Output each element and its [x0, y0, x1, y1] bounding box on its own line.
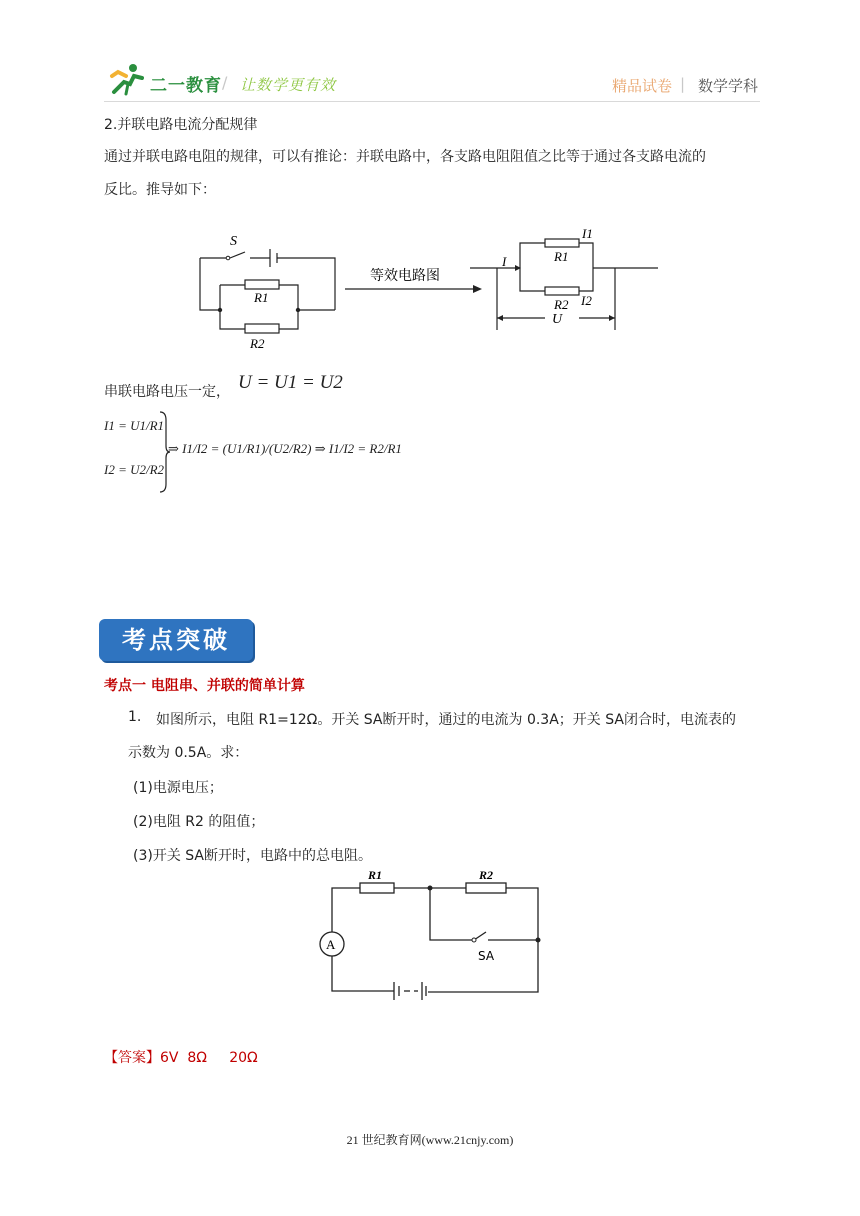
brand-logo-text: 二一教育 [150, 76, 222, 96]
sub-question: (1)电源电压； [133, 780, 223, 796]
r1-label-equiv: R1 [554, 249, 569, 264]
header-label-subject: 数学学科 [698, 77, 759, 95]
paragraph-line: 通过并联电路电阻的规律，可以有推论：并联电路中，各支路电阻阻值之比等于通过各支路电流的 [104, 149, 706, 165]
switch-label: SA [478, 949, 495, 963]
switch-label: S [230, 234, 237, 249]
answer-text: 6V 8Ω 20Ω [160, 1050, 258, 1066]
section-title: 2.并联电路电流分配规律 [104, 117, 258, 133]
equivalent-circuit-label: 等效电路图 [370, 268, 440, 284]
r1-label: R1 [254, 290, 269, 305]
header-label-exam: 精品试卷 [612, 77, 673, 95]
brand-slogan: 让数学更有效 [240, 76, 337, 94]
question-line: 如图所示，电阻 R1=12Ω。开关 SA断开时，通过的电流为 0.3A；开关 SA闭合时，电流表的 [156, 712, 736, 728]
header-separator: / [222, 73, 228, 92]
header-right-separator: | [680, 75, 686, 93]
topic-title: 考点一 电阻串、并联的简单计算 [104, 678, 305, 694]
r2-label: R2 [250, 336, 265, 351]
i1-label: I1 [582, 226, 593, 241]
sub-question: (2)电阻 R2 的阻值； [133, 814, 265, 830]
voltage-equation: U = U1 = U2 [238, 372, 343, 393]
question-number: 1. [128, 709, 142, 725]
answer-line [104, 1047, 258, 1067]
parallel-circuit-diagram [190, 225, 665, 355]
ammeter-label: A [326, 937, 336, 952]
u-label: U [552, 312, 563, 327]
derivation-line: I2 = U2/R2 [104, 462, 165, 477]
question-line: 示数为 0.5A。求： [128, 745, 249, 761]
i2-label: I2 [581, 293, 592, 308]
derivation-result: ⇒ I1/I2 = (U1/R1)/(U2/R2) ⇒ I1/I2 = R2/R1 [168, 441, 402, 456]
i-label: I [502, 254, 507, 269]
r1-label: R1 [368, 868, 383, 882]
header-divider [104, 101, 760, 102]
sub-question: (3)开关 SA断开时，电路中的总电阻。 [133, 848, 373, 864]
derivation-intro: 串联电路电压一定， [104, 384, 230, 400]
r2-label: R2 [479, 868, 494, 882]
derivation-line: I1 = U1/R1 [104, 418, 165, 433]
question-circuit-diagram [316, 866, 548, 1002]
page-footer: 21 世纪教育网(www.21cnjy.com) [346, 1133, 514, 1147]
r2-label-equiv: R2 [554, 297, 569, 312]
runner-logo-icon [106, 62, 148, 96]
section-badge: 考点突破 [99, 619, 253, 661]
answer-tag: 【答案】 [104, 1050, 160, 1066]
paragraph-line: 反比。推导如下： [104, 182, 216, 198]
